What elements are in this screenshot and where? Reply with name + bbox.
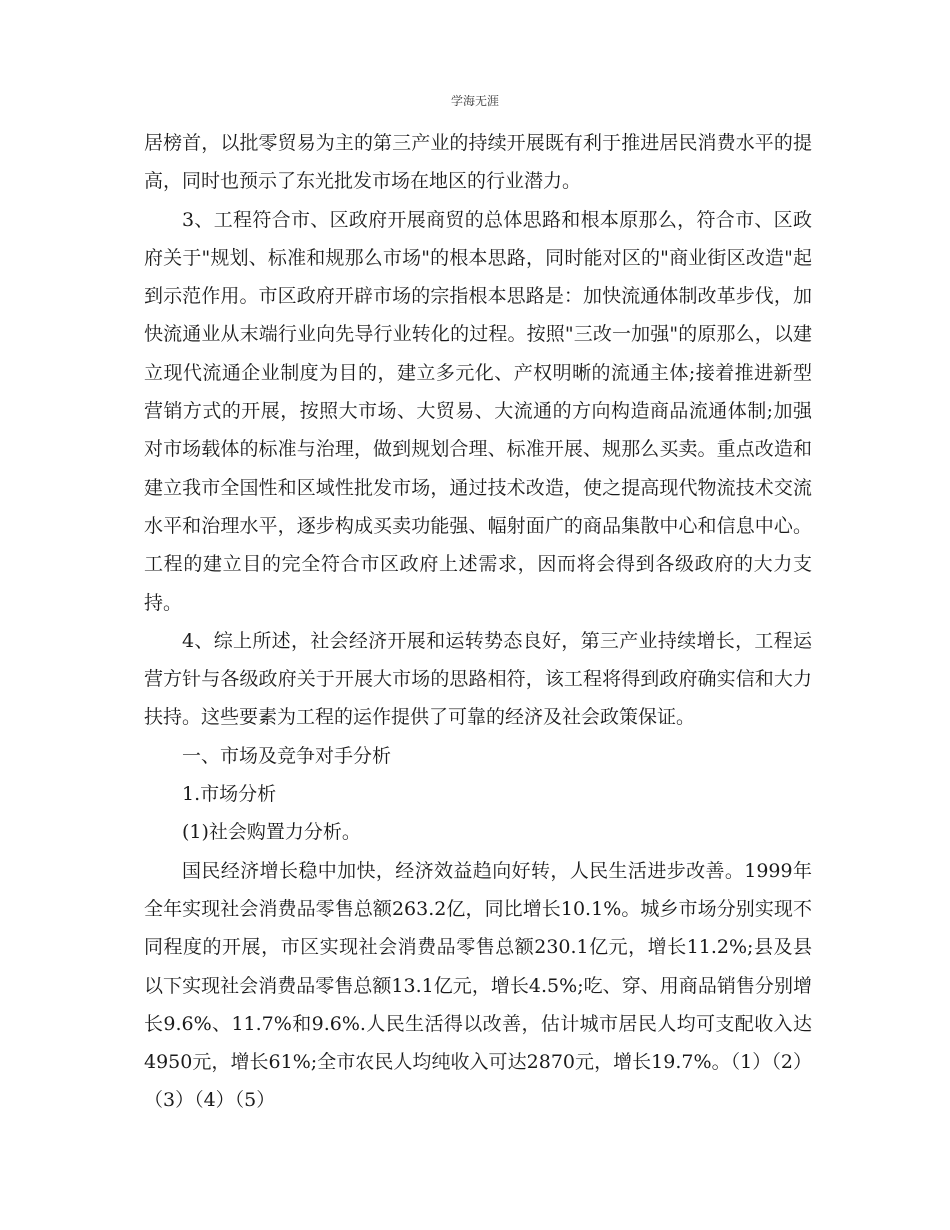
paragraph-point-3: 3、工程符合市、区政府开展商贸的总体思路和根本原那么，符合市、区政府关于"规划、标准和规那么市场"的根本思路，同时能对区的"商业街区改造"起到示范作用。市区政府开辟市场的宗指根本思路是：加快流通体制改革步伐，加快流通业从末端行业向先导行业转化的过程。按照"三改一加强"的原那么，以建立现代流通企业制度为目的，建立多元化、产权明晰的流通主体;接着推进新型营销方式的开展，按照大市场、大贸易、大流通的方向构造商品流通体制;加强对市场载体的标准与治理，做到规划合理、标准开展、规那么买卖。重点改造和建立我市全国性和区域性批发市场，通过技术改造，使之提高现代物流技术交流水平和治理水平，逐步构成买卖功能强、幅射面广的商品集散中心和信息中心。工程的建立目的完全符合市区政府上述需求，因而将会得到各级政府的大力支持。 [144,208,812,614]
section-heading: 一、市场及竞争对手分析 [182,744,392,767]
paragraph-continued: 居榜首，以批零贸易为主的第三产业的持续开展既有利于推进居民消费水平的提高，同时也预示了东光批发市场在地区的行业潜力。 [144,132,812,193]
document-body [144,124,812,1120]
sub-subsection-heading: (1)社会购置力分析。 [182,821,361,844]
paragraph-point-4: 4、综上所述，社会经济开展和运转势态良好，第三产业持续增长，工程运营方针与各级政府关于开展大市场的思路相符，该工程将得到政府确实信和大力扶持。这些要素为工程的运作提供了可靠的经济及社会政策保证。 [144,629,812,729]
subsection-heading: 1.市场分析 [182,783,277,806]
paragraph-economy: 国民经济增长稳中加快，经济效益趋向好转，人民生活进步改善。1999年全年实现社会消费品零售总额263.2亿，同比增长10.1%。城乡市场分别实现不同程度的开展，市区实现社会消费品零售总额230.1亿元，增长11.2%;县及县以下实现社会消费品零售总额13.1亿元，增长4.5%;吃、穿、用商品销售分别增长9.6%、11.7%和9.6%.人民生活得以改善，估计城市居民人均可支配收入达4950元，增长61%;全市农民人均纯收入可达2870元，增长19.7%。（1）（2）（3）（4）（5） [144,859,812,1112]
page-header: 学海无涯 [450,94,499,108]
